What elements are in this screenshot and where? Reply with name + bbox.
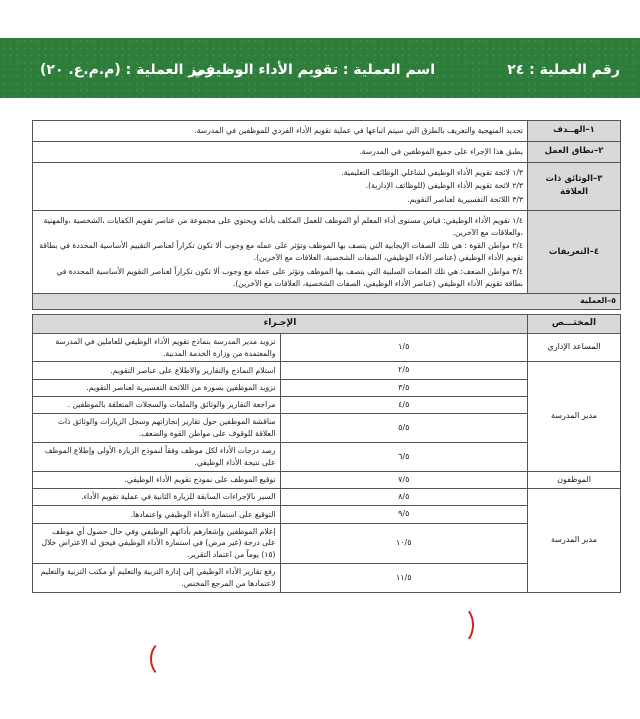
pen-arc-mark [150,640,180,678]
step-description: رفع تقارير الأداء الوظيفي إلى إدارة التربية والتعليم أو مكتب التربية والتعليم لاعتمادها من المرجع المختص. [33,563,281,592]
info-row [33,121,621,142]
step-number: ٨/٥ [280,488,528,505]
step-number: ١١/٥ [280,563,528,592]
responsible-cell: مدير المدرسة [528,362,621,471]
step-description: مناقشة الموظفين حول تقارير إنجازاتهم وسجل الزيارات والوثائق ذات العلاقة للوقوف على مواطن القوة والضعف. [33,414,281,443]
info-line: ١/٤ تقويم الأداء الوظيفي: قياس مستوى أداء المعلم أو الموظف للعمل المكلف بأدائه ويحتوي على مجموعة من عناصر تقويم الكفايات ،الشخصية ،والمهنية ،والعلاقات مع الآخرين. [43,215,523,237]
procedure-row [33,488,621,505]
process-number: رقم العملية : ٢٤ [507,62,620,78]
info-row [33,210,621,294]
step-description: مراجعة التقارير والوثائق والملفات والسجلات المتعلقة بالموظفين . [33,397,281,414]
step-number: ٦/٥ [280,442,528,471]
info-row-label: ٤–التعريفات [528,210,621,294]
info-row-label: ٢–نطاق العمل [528,141,621,162]
info-line: ٣/٤ مواطن الضعف: هي تلك الصفات السلبية التي يتصف بها الموظف وتؤثر على عمله مع وجوب ألا تكون تكراراً لعناصر التقويم الأساسية المحددة في بطاقة تقويم الأداء الوظيفي (عناصر الأداء الوظيفي، الصفات الشخصية، العلاقات مع الآخرين). [56,266,523,288]
info-row-body [33,121,528,142]
process-code: رمز العملية : (م.م.ع. ٢٠) [40,62,214,78]
info-line: ٣/٣ اللائحة التفسيرية لعناصر التقويم. [407,195,523,205]
responsible-cell: المساعد الإداري [528,333,621,362]
step-description: تزويد الموظفين بصورة من اللائحة التفسيرية لعناصر التقويم. [33,379,281,396]
info-row-body [33,141,528,162]
info-line: ١/٣ لائحة تقويم الأداء الوظيفي لشاغلي الوظائف التعليمية. [341,167,523,177]
procedure-table [32,314,621,593]
info-row [33,162,621,210]
step-description: استلام النماذج والتقارير والاطلاع على عناصر التقويم. [33,362,281,379]
procedure-row [33,333,621,362]
procedure-row [33,362,621,379]
step-number: ٢/٥ [280,362,528,379]
info-line: ٢/٤ مواطن القوة : هي تلك الصفات الإيجابية التي يتصف بها الموظف وتؤثر على عمله مع وجوب ألا تكون تكراراً لعناصر التقييم الأساسية المحددة في بطاقة تقويم الأداء الوظيفي (عناصر الأداء الوظيفي، الصفات الشخصية، العلاقات مع الآخرين). [39,241,523,263]
pen-bracket-mark [448,606,474,644]
info-row-label: ١–الهــدف [528,121,621,142]
step-number: ٤/٥ [280,397,528,414]
step-description: رصد درجات الأداء لكل موظف وفقاً لنموذج الزيارة الأولى وإطلاع الموظف على نتيجة الأداء الوظيفي. [33,442,281,471]
info-line: يطبق هذا الإجراء على جميع الموظفين في المدرسة. [359,146,523,156]
responsible-header: المختـــص [528,314,621,333]
step-description: تزويد مدير المدرسة بنماذج تقويم الأداء الوظيفي للعاملين في المدرسة والمعتمدة من وزارة الخدمة المدنية. [33,333,281,362]
step-number: ٣/٥ [280,379,528,396]
procedure-row [33,471,621,488]
step-description: إعلام الموظفين وإشعارهم بأدائهم الوظيفي وفي حال حصول أي موظف على درجة (غير مرض) في استمارة الأداء الوظيفي فيحق له الاعتراض خلال (١٥) يوماً من اعتماد التقرير. [33,523,281,563]
step-number: ١٠/٥ [280,523,528,563]
info-table [32,120,621,310]
step-number: ٩/٥ [280,506,528,523]
info-row-body [33,210,528,294]
step-description: السير بالإجراءات السابقة للزيارة الثانية في عملية تقويم الأداء. [33,488,281,505]
step-number: ٧/٥ [280,471,528,488]
procedure-header: الإجـراء [33,314,528,333]
step-description: التوقيع على استمارة الأداء الوظيفي واعتمادها. [33,506,281,523]
info-line: تحديد المنهجية والتعريف بالطرق التي سيتم اتباعها في عملية تقويم الأداء الفردي للموظفين في المدرسة. [194,126,523,135]
info-row-body [33,162,528,210]
responsible-cell: الموظفون [528,471,621,488]
responsible-cell: مدير المدرسة [528,488,621,592]
step-description: توقيع الموظف على نموذج تقويم الأداء الوظيفي. [33,471,281,488]
info-row-label: ٣–الوثائق ذات العلاقة [528,162,621,210]
process-section-label: ٥–العملية [33,294,621,309]
info-row [33,141,621,162]
process-name: اسم العملية : تقويم الأداء الوظيفي [191,62,435,78]
step-number: ١/٥ [280,333,528,362]
document-page [32,120,621,690]
info-line: ٢/٣ لائحة تقويم الأداء الوظيفي (للوظائف الإدارية). [365,181,523,191]
step-number: ٥/٥ [280,414,528,443]
